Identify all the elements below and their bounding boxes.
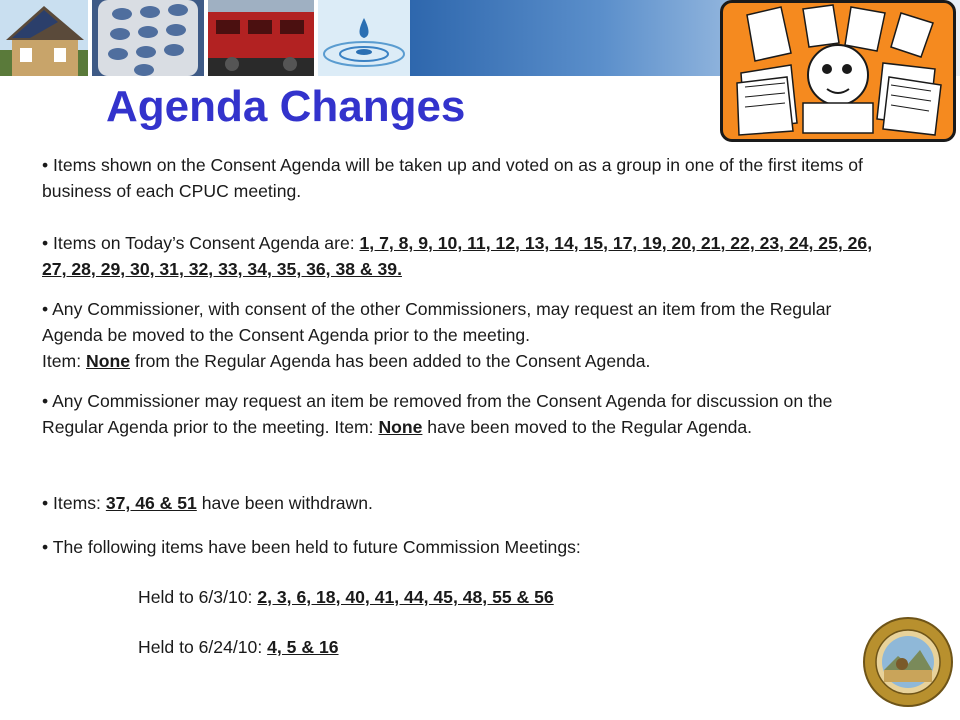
held-to-june-3 <box>138 584 838 610</box>
regular-to-consent-item-prefix: Item: <box>42 351 86 371</box>
held2-prefix: Held to 6/24/10: <box>138 637 268 657</box>
held-items-intro: • The following items have been held to future Commission Meetings: <box>42 537 581 557</box>
consent-to-regular-value: None <box>378 417 423 437</box>
solar-house-photo <box>0 0 88 76</box>
withdrawn-value: 37, 46 & 51 <box>105 493 197 513</box>
held1-prefix: Held to 6/3/10: <box>138 587 258 607</box>
consent-to-regular-paragraph <box>42 388 892 440</box>
withdrawn-items <box>42 490 892 516</box>
withdrawn-suffix: have been withdrawn. <box>196 493 373 513</box>
held1-value: 2, 3, 6, 18, 40, 41, 44, 45, 48, 55 & 56 <box>257 587 554 607</box>
regular-to-consent-text: • Any Commissioner, with consent of the other Commissioners, may request an item from the Regular Agenda be moved to the Consent Agenda prior to the meeting. <box>42 299 832 345</box>
water-drop-photo <box>318 0 410 76</box>
paperwork-overload-clipart <box>720 0 956 142</box>
consent-to-regular-prefix: • Any Commissioner may request an item be removed from the Consent Agenda for discussion on the Regular Agenda prior to the meeting. Item: <box>42 391 833 437</box>
consent-to-regular-suffix: have been moved to the Regular Agenda. <box>422 417 753 437</box>
held-to-june-24 <box>138 634 838 660</box>
withdrawn-prefix: • Items: <box>42 493 106 513</box>
cpuc-state-seal <box>862 616 954 708</box>
regular-to-consent-paragraph <box>42 296 892 374</box>
train-photo <box>208 0 314 76</box>
held2-value: 4, 5 & 16 <box>267 637 339 657</box>
consent-items-list: 1, 7, 8, 9, 10, 11, 12, 13, 14, 15, 17, 19, 20, 21, 22, 23, 24, 25, 26, 27, 28, 29, 30, 31, 32, 33, 34, 35, 36, 38 & 39. <box>42 233 873 279</box>
consent-agenda-intro: • Items shown on the Consent Agenda will be taken up and voted on as a group in one of the first items of business of each CPUC meeting. <box>42 155 863 201</box>
page-title: Agenda Changes <box>106 82 466 131</box>
regular-to-consent-item-suffix: from the Regular Agenda has been added to the Consent Agenda. <box>129 351 651 371</box>
telephone-keypad-photo <box>92 0 204 76</box>
consent-items-prefix: • Items on Today’s Consent Agenda are: <box>42 233 360 253</box>
consent-agenda-items <box>42 230 892 282</box>
regular-to-consent-item-value: None <box>86 351 130 371</box>
